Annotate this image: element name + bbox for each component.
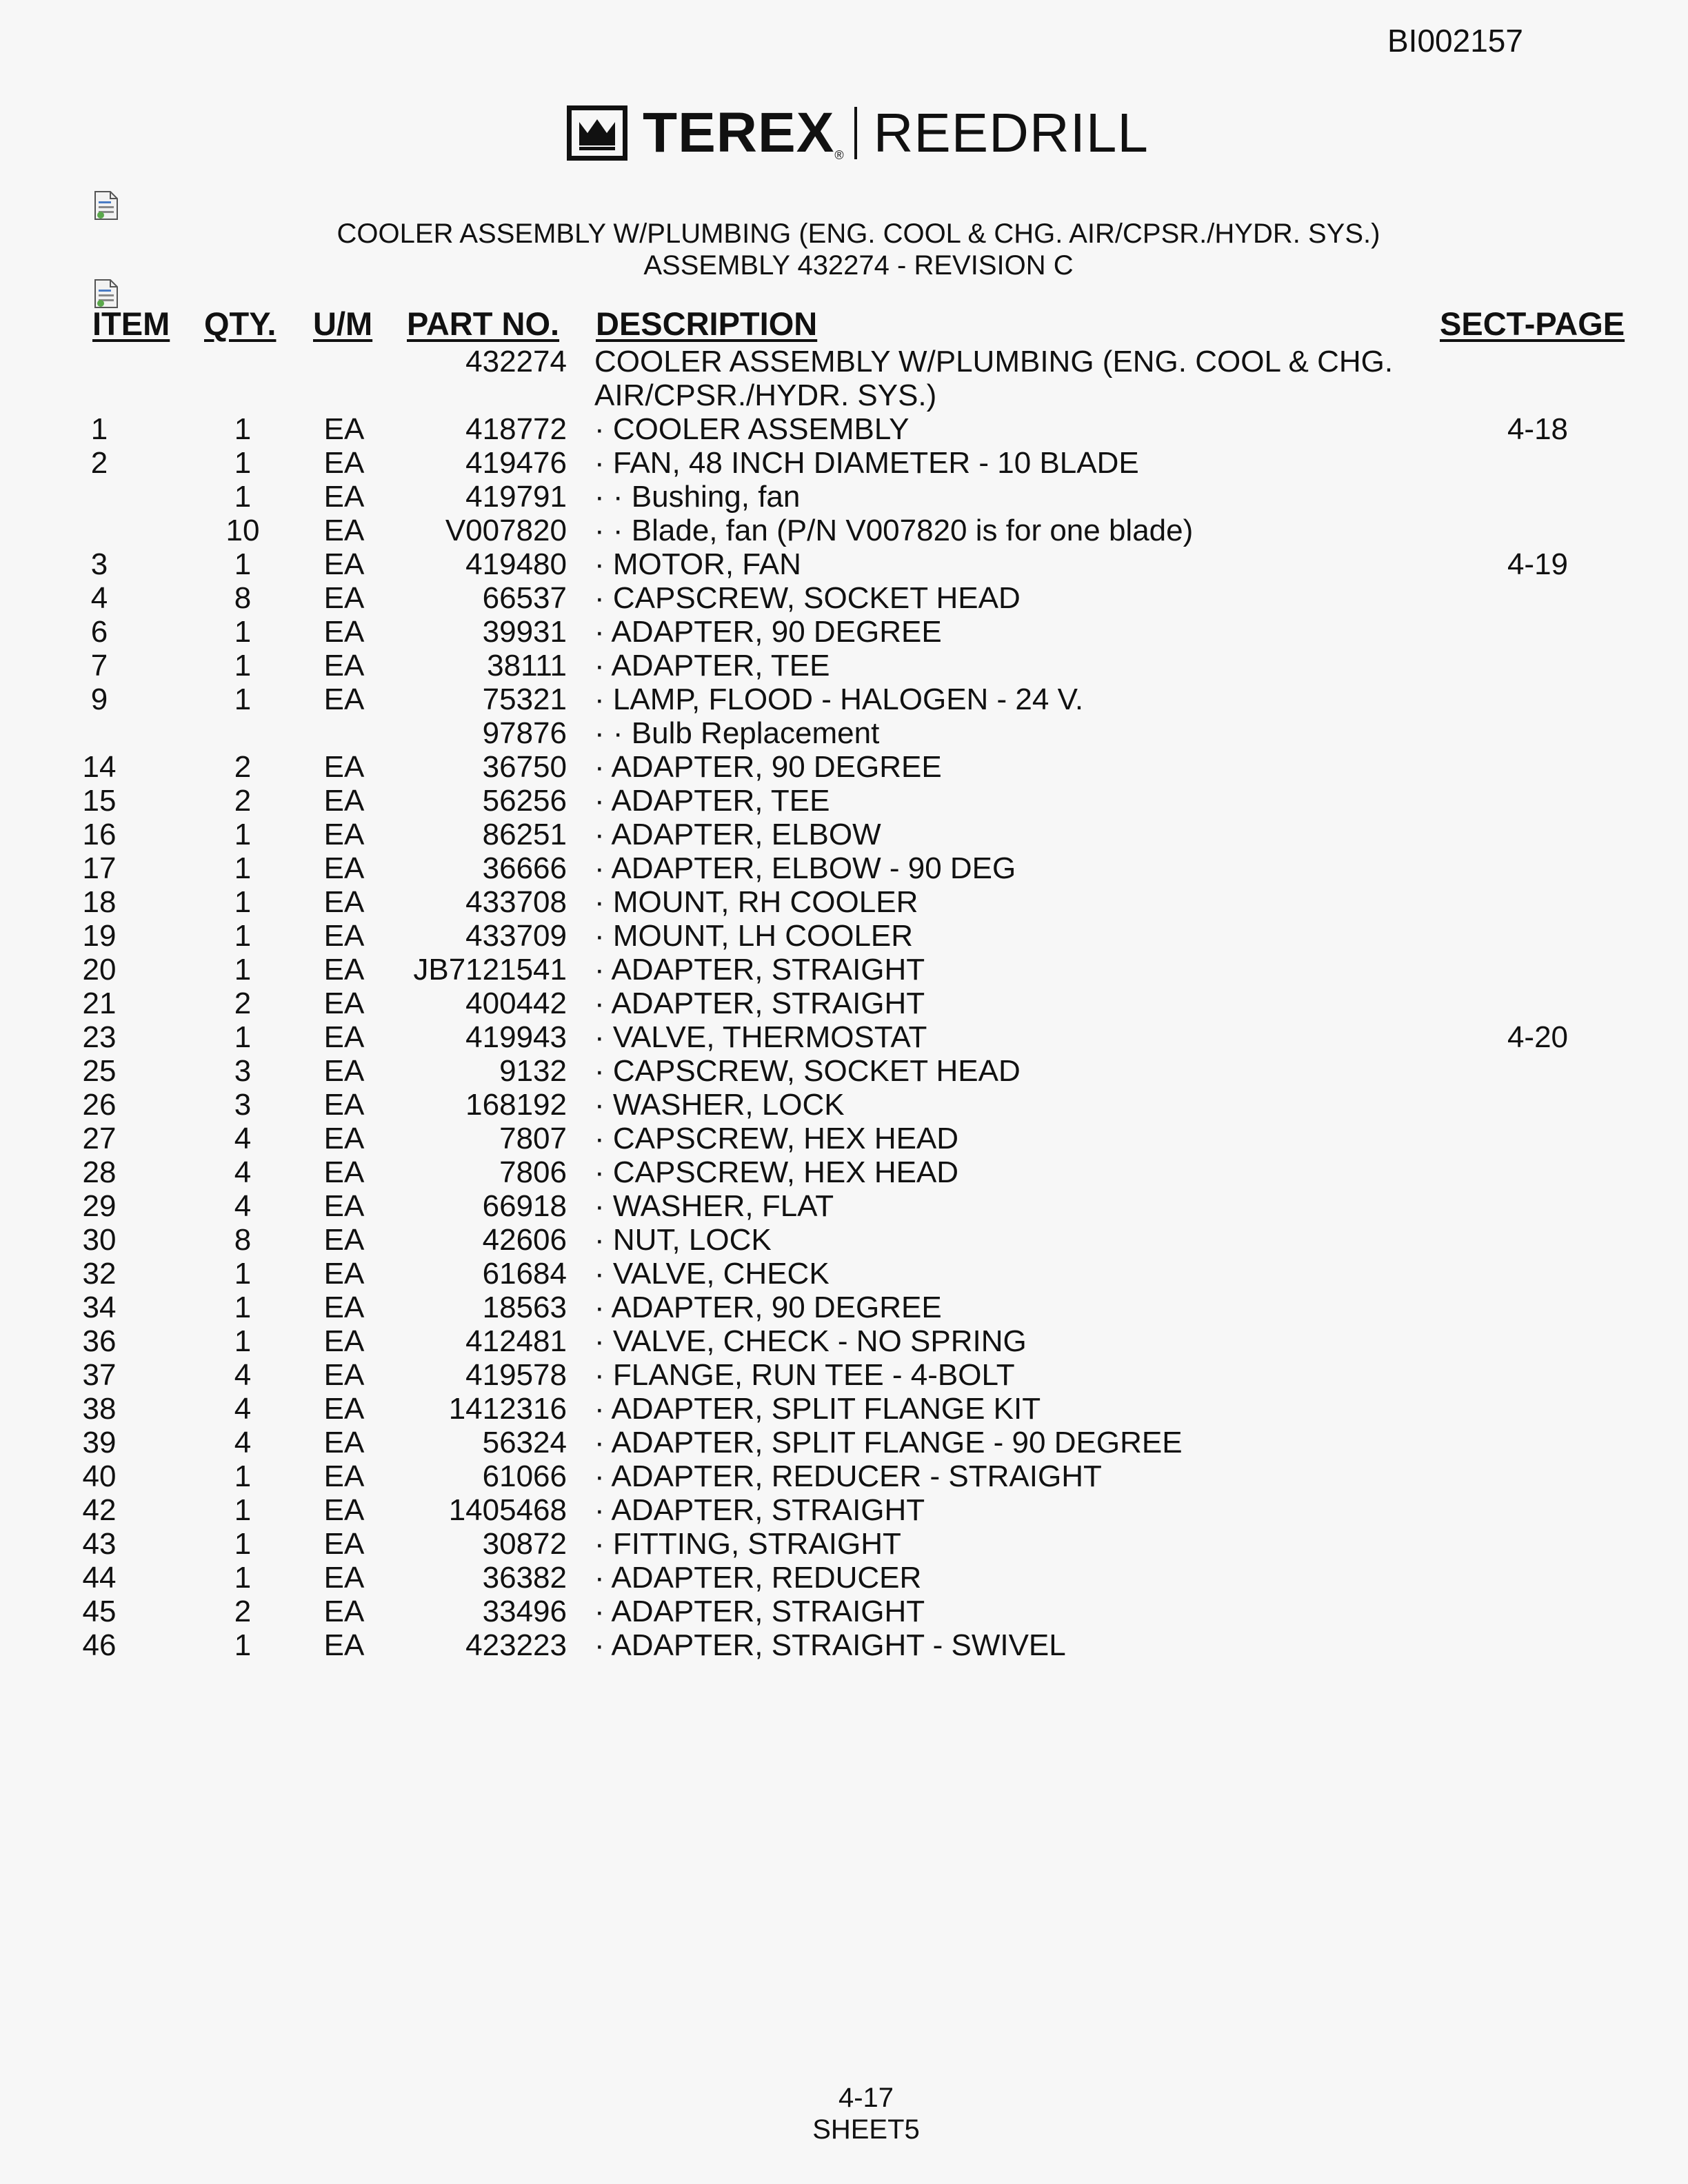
part-no-cell: 419480 xyxy=(465,547,567,581)
um-cell: EA xyxy=(323,412,365,446)
qty-cell: 1 xyxy=(234,1493,252,1527)
item-cell: 4 xyxy=(90,581,108,615)
part-no-cell: 418772 xyxy=(465,412,567,446)
um-cell: EA xyxy=(323,1358,365,1392)
table-row xyxy=(0,987,1688,1020)
table-row xyxy=(0,1054,1688,1088)
item-cell: 40 xyxy=(82,1459,117,1493)
description-cell: · WASHER, FLAT xyxy=(594,1189,834,1223)
qty-cell: 1 xyxy=(234,1324,252,1358)
part-no-cell: 433708 xyxy=(465,885,567,919)
um-cell: EA xyxy=(323,1257,365,1291)
description-cell: · · Bushing, fan xyxy=(594,480,801,514)
table-row xyxy=(0,1291,1688,1324)
um-cell: EA xyxy=(323,919,365,953)
terex-reedrill-logo xyxy=(567,103,1149,163)
part-no-cell: 1405468 xyxy=(448,1493,567,1527)
part-no-cell: 39931 xyxy=(482,615,567,649)
qty-cell: 4 xyxy=(234,1155,252,1189)
table-row xyxy=(0,1020,1688,1054)
assembly-title: COOLER ASSEMBLY W/PLUMBING (ENG. COOL & CHG. AIR/CPSR./HYDR. SYS.) xyxy=(336,219,1380,249)
table-row xyxy=(0,547,1688,581)
description-cell: · ADAPTER, STRAIGHT xyxy=(594,987,925,1020)
qty-cell: 2 xyxy=(234,750,252,784)
part-no-cell: 97876 xyxy=(482,716,567,750)
item-cell: 16 xyxy=(82,818,117,851)
table-row xyxy=(0,1155,1688,1189)
part-no-cell: 56324 xyxy=(482,1426,567,1459)
table-row xyxy=(0,514,1688,547)
item-cell: 18 xyxy=(82,885,117,919)
um-cell: EA xyxy=(323,1189,365,1223)
qty-cell: 8 xyxy=(234,1223,252,1257)
um-cell: EA xyxy=(323,1392,365,1426)
header-item: ITEM xyxy=(92,305,170,342)
description-cell: · ADAPTER, TEE xyxy=(594,649,830,682)
item-cell: 21 xyxy=(82,987,117,1020)
um-cell: EA xyxy=(323,1628,365,1662)
part-no-cell: 7807 xyxy=(499,1122,567,1155)
item-cell: 2 xyxy=(90,446,108,480)
qty-cell: 1 xyxy=(234,547,252,581)
sheet-label: SHEET5 xyxy=(812,2114,920,2145)
description-cell: · CAPSCREW, HEX HEAD xyxy=(594,1122,959,1155)
description-cell: · ADAPTER, TEE xyxy=(594,784,830,818)
table-row xyxy=(0,682,1688,716)
description-cell: · NUT, LOCK xyxy=(594,1223,772,1257)
description-cell: · FITTING, STRAIGHT xyxy=(594,1527,901,1561)
description-cell: · MOUNT, LH COOLER xyxy=(594,919,914,953)
description-cell: · · Blade, fan (P/N V007820 is for one blade) xyxy=(594,514,1194,547)
table-row xyxy=(0,1493,1688,1527)
description-cell: · ADAPTER, SPLIT FLANGE - 90 DEGREE xyxy=(594,1426,1183,1459)
sect-page-cell: 4-19 xyxy=(1507,547,1569,581)
qty-cell: 1 xyxy=(234,953,252,987)
part-no-cell: 433709 xyxy=(465,919,567,953)
description-cell: · ADAPTER, 90 DEGREE xyxy=(594,615,942,649)
um-cell: EA xyxy=(323,547,365,581)
um-cell: EA xyxy=(323,649,365,682)
um-cell: EA xyxy=(323,1291,365,1324)
item-cell: 39 xyxy=(82,1426,117,1459)
parent-description-line2: AIR/CPSR./HYDR. SYS.) xyxy=(594,378,937,412)
description-cell: · LAMP, FLOOD - HALOGEN - 24 V. xyxy=(594,682,1084,716)
item-cell: 6 xyxy=(90,615,108,649)
table-row xyxy=(0,446,1688,480)
qty-cell: 1 xyxy=(234,1527,252,1561)
table-row xyxy=(0,1628,1688,1662)
part-no-cell: 419578 xyxy=(465,1358,567,1392)
part-no-cell: 38111 xyxy=(487,649,567,682)
table-row xyxy=(0,649,1688,682)
header-um: U/M xyxy=(313,305,373,342)
item-cell: 27 xyxy=(82,1122,117,1155)
item-cell: 43 xyxy=(82,1527,117,1561)
qty-cell: 1 xyxy=(234,682,252,716)
table-row xyxy=(0,1324,1688,1358)
um-cell: EA xyxy=(323,581,365,615)
table-row xyxy=(0,412,1688,446)
description-cell: · ADAPTER, REDUCER - STRAIGHT xyxy=(594,1459,1102,1493)
logo-divider xyxy=(854,107,857,159)
qty-cell: 1 xyxy=(234,885,252,919)
qty-cell: 3 xyxy=(234,1088,252,1122)
part-no-cell: 36750 xyxy=(482,750,567,784)
qty-cell: 2 xyxy=(234,784,252,818)
table-row xyxy=(0,581,1688,615)
part-no-cell: 1412316 xyxy=(448,1392,567,1426)
table-row xyxy=(0,1088,1688,1122)
table-row xyxy=(0,1392,1688,1426)
um-cell: EA xyxy=(323,1324,365,1358)
table-row xyxy=(0,1595,1688,1628)
table-row xyxy=(0,716,1688,750)
um-cell: EA xyxy=(323,953,365,987)
table-row xyxy=(0,851,1688,885)
table-row xyxy=(0,750,1688,784)
um-cell: EA xyxy=(323,1054,365,1088)
item-cell: 42 xyxy=(82,1493,117,1527)
parent-assembly-row-cont xyxy=(0,378,1688,412)
part-no-cell: 9132 xyxy=(499,1054,567,1088)
description-cell: · ADAPTER, STRAIGHT xyxy=(594,1595,925,1628)
description-cell: · · Bulb Replacement xyxy=(594,716,880,750)
table-row xyxy=(0,1561,1688,1595)
table-row xyxy=(0,480,1688,514)
table-row xyxy=(0,1223,1688,1257)
qty-cell: 8 xyxy=(234,581,252,615)
item-cell: 36 xyxy=(82,1324,117,1358)
item-cell: 17 xyxy=(82,851,117,885)
qty-cell: 1 xyxy=(234,1628,252,1662)
description-cell: · ADAPTER, ELBOW xyxy=(594,818,881,851)
item-cell: 3 xyxy=(90,547,108,581)
table-row xyxy=(0,784,1688,818)
parent-assembly-row xyxy=(0,345,1688,378)
item-cell: 37 xyxy=(82,1358,117,1392)
qty-cell: 10 xyxy=(225,514,260,547)
um-cell: EA xyxy=(323,1122,365,1155)
item-cell: 28 xyxy=(82,1155,117,1189)
table-row xyxy=(0,1527,1688,1561)
description-cell: · ADAPTER, ELBOW - 90 DEG xyxy=(594,851,1016,885)
um-cell: EA xyxy=(323,1527,365,1561)
qty-cell: 4 xyxy=(234,1122,252,1155)
qty-cell: 1 xyxy=(234,1257,252,1291)
qty-cell: 1 xyxy=(234,919,252,953)
qty-cell: 1 xyxy=(234,649,252,682)
description-cell: · ADAPTER, STRAIGHT - SWIVEL xyxy=(594,1628,1066,1662)
qty-cell: 1 xyxy=(234,1459,252,1493)
item-cell: 19 xyxy=(82,919,117,953)
logo-brand: TEREX® xyxy=(643,101,845,164)
description-cell: · WASHER, LOCK xyxy=(594,1088,845,1122)
description-cell: · FLANGE, RUN TEE - 4-BOLT xyxy=(594,1358,1015,1392)
table-row xyxy=(0,818,1688,851)
item-cell: 34 xyxy=(82,1291,117,1324)
header-sect-page: SECT-PAGE xyxy=(1440,305,1625,342)
item-cell: 29 xyxy=(82,1189,117,1223)
qty-cell: 1 xyxy=(234,1561,252,1595)
table-row xyxy=(0,1459,1688,1493)
qty-cell: 1 xyxy=(234,1020,252,1054)
table-row xyxy=(0,1189,1688,1223)
item-cell: 38 xyxy=(82,1392,117,1426)
parent-description-line1: COOLER ASSEMBLY W/PLUMBING (ENG. COOL & CHG. xyxy=(594,345,1394,378)
header-qty: QTY. xyxy=(204,305,277,342)
logo-product: REEDRILL xyxy=(873,102,1149,163)
header-part-no: PART NO. xyxy=(407,305,560,342)
um-cell: EA xyxy=(323,1493,365,1527)
item-cell: 32 xyxy=(82,1257,117,1291)
qty-cell: 1 xyxy=(234,412,252,446)
description-cell: · ADAPTER, REDUCER xyxy=(594,1561,922,1595)
qty-cell: 3 xyxy=(234,1054,252,1088)
part-no-cell: 56256 xyxy=(482,784,567,818)
item-cell: 46 xyxy=(82,1628,117,1662)
part-no-cell: 423223 xyxy=(465,1628,567,1662)
description-cell: · ADAPTER, 90 DEGREE xyxy=(594,750,942,784)
description-cell: · VALVE, THERMOSTAT xyxy=(594,1020,927,1054)
um-cell: EA xyxy=(323,1595,365,1628)
description-cell: · MOTOR, FAN xyxy=(594,547,801,581)
qty-cell: 2 xyxy=(234,987,252,1020)
item-cell: 26 xyxy=(82,1088,117,1122)
part-no-cell: 36382 xyxy=(482,1561,567,1595)
qty-cell: 4 xyxy=(234,1358,252,1392)
description-cell: · COOLER ASSEMBLY xyxy=(594,412,910,446)
part-no-cell: 61066 xyxy=(482,1459,567,1493)
table-row xyxy=(0,1426,1688,1459)
um-cell: EA xyxy=(323,987,365,1020)
part-no-cell: 18563 xyxy=(482,1291,567,1324)
part-no-cell: 61684 xyxy=(482,1257,567,1291)
um-cell: EA xyxy=(323,514,365,547)
qty-cell: 4 xyxy=(234,1426,252,1459)
description-cell: · FAN, 48 INCH DIAMETER - 10 BLADE xyxy=(594,446,1139,480)
parent-part-no: 432274 xyxy=(465,345,567,378)
part-no-cell: 400442 xyxy=(465,987,567,1020)
document-icon[interactable] xyxy=(92,190,120,221)
um-cell: EA xyxy=(323,615,365,649)
um-cell: EA xyxy=(323,818,365,851)
header-description: DESCRIPTION xyxy=(596,305,818,342)
part-no-cell: 33496 xyxy=(482,1595,567,1628)
item-cell: 1 xyxy=(90,412,108,446)
um-cell: EA xyxy=(323,1561,365,1595)
description-cell: · ADAPTER, SPLIT FLANGE KIT xyxy=(594,1392,1041,1426)
description-cell: · CAPSCREW, SOCKET HEAD xyxy=(594,581,1021,615)
part-no-cell: 36666 xyxy=(482,851,567,885)
description-cell: · ADAPTER, STRAIGHT xyxy=(594,1493,925,1527)
description-cell: · MOUNT, RH COOLER xyxy=(594,885,918,919)
part-no-cell: 66918 xyxy=(482,1189,567,1223)
um-cell: EA xyxy=(323,446,365,480)
um-cell: EA xyxy=(323,1088,365,1122)
qty-cell: 1 xyxy=(234,480,252,514)
qty-cell: 1 xyxy=(234,851,252,885)
um-cell: EA xyxy=(323,784,365,818)
um-cell: EA xyxy=(323,1020,365,1054)
part-no-cell: 419476 xyxy=(465,446,567,480)
table-row xyxy=(0,615,1688,649)
description-cell: · ADAPTER, STRAIGHT xyxy=(594,953,925,987)
part-no-cell: 419791 xyxy=(465,480,567,514)
part-no-cell: 42606 xyxy=(482,1223,567,1257)
description-cell: · VALVE, CHECK xyxy=(594,1257,830,1291)
table-row xyxy=(0,1257,1688,1291)
item-cell: 25 xyxy=(82,1054,117,1088)
page-number: 4-17 xyxy=(838,2083,894,2113)
part-no-cell: 66537 xyxy=(482,581,567,615)
table-row xyxy=(0,919,1688,953)
item-cell: 14 xyxy=(82,750,117,784)
part-no-cell: 7806 xyxy=(499,1155,567,1189)
um-cell: EA xyxy=(323,480,365,514)
description-cell: · CAPSCREW, SOCKET HEAD xyxy=(594,1054,1021,1088)
terex-crown-icon xyxy=(567,105,627,161)
part-no-cell: 168192 xyxy=(465,1088,567,1122)
table-row xyxy=(0,885,1688,919)
item-cell: 7 xyxy=(90,649,108,682)
um-cell: EA xyxy=(323,885,365,919)
part-no-cell: 86251 xyxy=(482,818,567,851)
item-cell: 9 xyxy=(90,682,108,716)
table-row xyxy=(0,953,1688,987)
qty-cell: 1 xyxy=(234,1291,252,1324)
qty-cell: 1 xyxy=(234,615,252,649)
item-cell: 15 xyxy=(82,784,117,818)
description-cell: · VALVE, CHECK - NO SPRING xyxy=(594,1324,1027,1358)
sect-page-cell: 4-20 xyxy=(1507,1020,1569,1054)
qty-cell: 2 xyxy=(234,1595,252,1628)
part-no-cell: 30872 xyxy=(482,1527,567,1561)
um-cell: EA xyxy=(323,1155,365,1189)
um-cell: EA xyxy=(323,851,365,885)
um-cell: EA xyxy=(323,750,365,784)
um-cell: EA xyxy=(323,682,365,716)
qty-cell: 4 xyxy=(234,1189,252,1223)
item-cell: 20 xyxy=(82,953,117,987)
description-cell: · ADAPTER, 90 DEGREE xyxy=(594,1291,942,1324)
item-cell: 23 xyxy=(82,1020,117,1054)
um-cell: EA xyxy=(323,1223,365,1257)
um-cell: EA xyxy=(323,1426,365,1459)
description-cell: · CAPSCREW, HEX HEAD xyxy=(594,1155,959,1189)
um-cell: EA xyxy=(323,1459,365,1493)
item-cell: 30 xyxy=(82,1223,117,1257)
part-no-cell: JB7121541 xyxy=(413,953,567,987)
qty-cell: 4 xyxy=(234,1392,252,1426)
table-row xyxy=(0,1122,1688,1155)
part-no-cell: V007820 xyxy=(445,514,567,547)
document-id: BI002157 xyxy=(1387,23,1523,59)
item-cell: 45 xyxy=(82,1595,117,1628)
part-no-cell: 412481 xyxy=(465,1324,567,1358)
part-no-cell: 419943 xyxy=(465,1020,567,1054)
table-row xyxy=(0,1358,1688,1392)
qty-cell: 1 xyxy=(234,818,252,851)
assembly-revision: ASSEMBLY 432274 - REVISION C xyxy=(643,250,1074,281)
sect-page-cell: 4-18 xyxy=(1507,412,1569,446)
qty-cell: 1 xyxy=(234,446,252,480)
item-cell: 44 xyxy=(82,1561,117,1595)
part-no-cell: 75321 xyxy=(482,682,567,716)
